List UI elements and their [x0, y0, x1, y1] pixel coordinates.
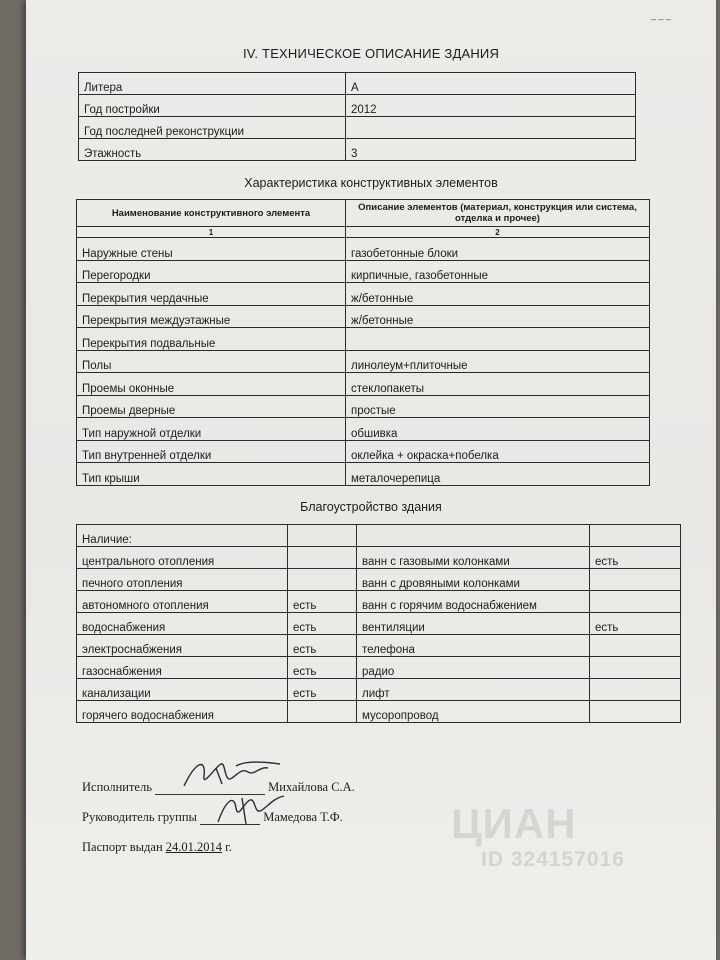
structural-value: металочерепица [346, 463, 650, 486]
structural-row [77, 418, 650, 441]
general-row [79, 139, 636, 161]
amenities-section-title: Благоустройство здания [300, 500, 442, 514]
amenity-row [77, 679, 681, 701]
amenity-right-label: лифт [357, 679, 590, 701]
structural-label: Перекрытия чердачные [77, 283, 346, 306]
structural-row [77, 395, 650, 418]
watermark-brand: ЦИАН [451, 800, 577, 847]
amenity-right-label: ванн с газовыми колонками [357, 547, 590, 569]
amenity-left-value [288, 701, 357, 723]
amenity-right-label: телефона [357, 635, 590, 657]
general-value: 3 [346, 139, 636, 161]
structural-label: Проемы дверные [77, 395, 346, 418]
structural-row [77, 328, 650, 351]
amenity-left-value: есть [288, 657, 357, 679]
amenity-right-value [590, 701, 681, 723]
leader-label: Руководитель группы [82, 810, 197, 824]
amenities-header: Наличие: [77, 525, 288, 547]
amenity-left-label: печного отопления [77, 569, 288, 591]
leader-name: Мамедова Т.Ф. [263, 810, 343, 824]
structural-value: ж/бетонные [346, 305, 650, 328]
watermark-id: ID 324157016 [481, 848, 625, 871]
structural-label: Тип наружной отделки [77, 418, 346, 441]
structural-section-title: Характеристика конструктивных элементов [244, 176, 498, 190]
structural-row [77, 463, 650, 486]
amenity-right-label: ванн с горячим водоснабжением [357, 591, 590, 613]
amenity-right-value [590, 679, 681, 701]
general-info-table [78, 72, 636, 161]
structural-row [77, 350, 650, 373]
amenity-left-label: газоснабжения [77, 657, 288, 679]
structural-value: газобетонные блоки [346, 238, 650, 261]
issued-label: Паспорт выдан [82, 840, 163, 854]
structural-value: обшивка [346, 418, 650, 441]
executor-label: Исполнитель [82, 780, 152, 794]
amenity-left-value: есть [288, 613, 357, 635]
structural-label: Перегородки [77, 260, 346, 283]
amenities-header-empty [590, 525, 681, 547]
corner-mark: ‒ ‒ ‒ [651, 14, 672, 24]
amenity-left-value: есть [288, 635, 357, 657]
amenity-row [77, 613, 681, 635]
amenity-left-label: автономного отопления [77, 591, 288, 613]
structural-value: линолеум+плиточные [346, 350, 650, 373]
structural-elements-table [76, 199, 650, 486]
structural-row [77, 283, 650, 306]
amenity-right-value [590, 569, 681, 591]
structural-label: Тип крыши [77, 463, 346, 486]
amenity-left-value [288, 569, 357, 591]
amenity-row [77, 569, 681, 591]
amenity-left-value [288, 547, 357, 569]
amenities-header-empty [288, 525, 357, 547]
structural-col2-header: Описание элементов (материал, конструкция или система, отделка и прочее) [346, 200, 650, 227]
amenity-right-value [590, 657, 681, 679]
general-row [79, 117, 636, 139]
general-row [79, 95, 636, 117]
structural-row [77, 260, 650, 283]
general-value: 2012 [346, 95, 636, 117]
structural-col1-num: 1 [77, 227, 346, 238]
amenity-left-label: центрального отопления [77, 547, 288, 569]
structural-col1-header: Наименование конструктивного элемента [77, 200, 346, 227]
general-label: Год постройки [79, 95, 346, 117]
amenity-left-label: канализации [77, 679, 288, 701]
amenity-right-label: вентиляции [357, 613, 590, 635]
general-label: Литера [79, 73, 346, 95]
amenities-header-empty [357, 525, 590, 547]
amenity-left-label: водоснабжения [77, 613, 288, 635]
structural-label: Проемы оконные [77, 373, 346, 396]
page-title: IV. ТЕХНИЧЕСКОЕ ОПИСАНИЕ ЗДАНИЯ [242, 46, 500, 61]
structural-value: ж/бетонные [346, 283, 650, 306]
issued-date: 24.01.2014 [165, 840, 223, 854]
issued-line [82, 840, 232, 855]
amenity-right-value: есть [590, 547, 681, 569]
amenity-left-value: есть [288, 679, 357, 701]
structural-label: Перекрытия междуэтажные [77, 305, 346, 328]
structural-row [77, 373, 650, 396]
amenity-row [77, 547, 681, 569]
document-sheet [26, 0, 716, 960]
structural-value: кирпичные, газобетонные [346, 260, 650, 283]
amenity-right-label: радио [357, 657, 590, 679]
amenity-right-value [590, 591, 681, 613]
general-row [79, 73, 636, 95]
leader-signature [212, 790, 292, 830]
general-label: Этажность [79, 139, 346, 161]
structural-row [77, 305, 650, 328]
amenity-row [77, 635, 681, 657]
structural-label: Перекрытия подвальные [77, 328, 346, 351]
amenity-row [77, 657, 681, 679]
structural-value: стеклопакеты [346, 373, 650, 396]
issued-suffix: г. [225, 840, 232, 854]
general-value: А [346, 73, 636, 95]
amenity-left-label: электроснабжения [77, 635, 288, 657]
structural-label: Тип внутренней отделки [77, 440, 346, 463]
executor-name: Михайлова С.А. [268, 780, 355, 794]
structural-label: Наружные стены [77, 238, 346, 261]
amenity-row [77, 591, 681, 613]
general-label: Год последней реконструкции [79, 117, 346, 139]
amenity-right-label: мусоропровод [357, 701, 590, 723]
amenity-left-label: горячего водоснабжения [77, 701, 288, 723]
amenity-right-value [590, 635, 681, 657]
structural-row [77, 238, 650, 261]
structural-value: оклейка + окраска+побелка [346, 440, 650, 463]
structural-col2-num: 2 [346, 227, 650, 238]
amenity-row [77, 701, 681, 723]
general-value [346, 117, 636, 139]
structural-label: Полы [77, 350, 346, 373]
structural-value: простые [346, 395, 650, 418]
amenity-left-value: есть [288, 591, 357, 613]
amenity-right-value: есть [590, 613, 681, 635]
amenities-table [76, 524, 681, 723]
structural-row [77, 440, 650, 463]
amenity-right-label: ванн с дровяными колонками [357, 569, 590, 591]
structural-value [346, 328, 650, 351]
